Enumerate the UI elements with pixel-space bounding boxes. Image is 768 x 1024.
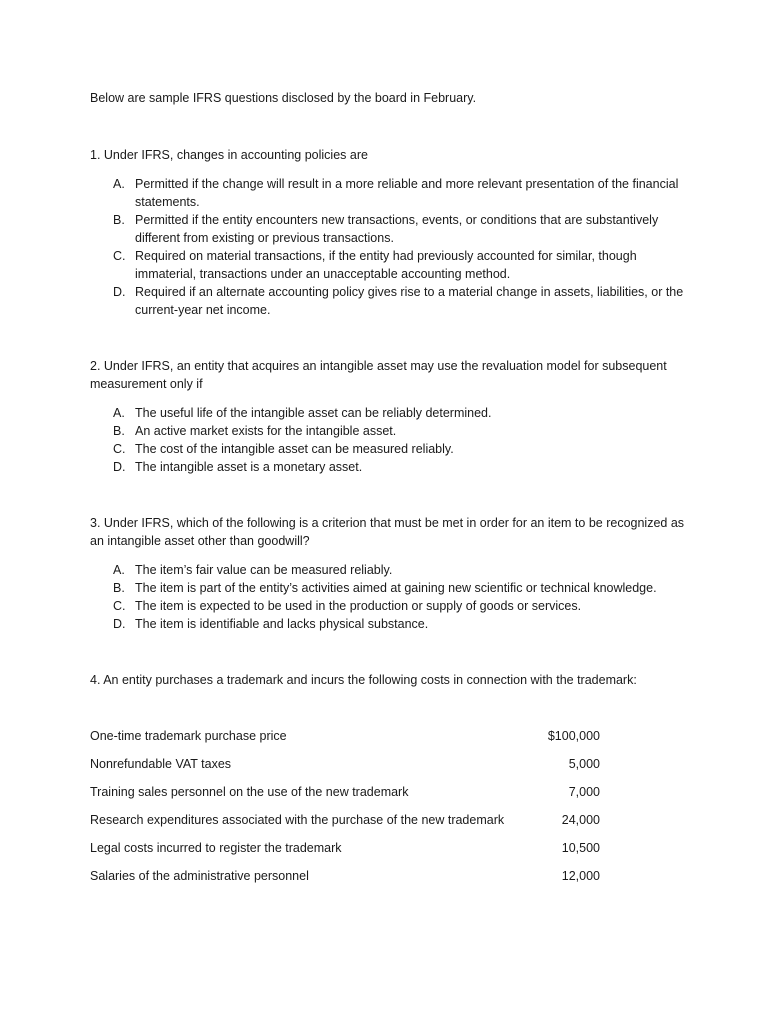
answer-options: [90, 561, 690, 633]
question-text: 1. Under IFRS, changes in accounting policies are: [90, 148, 368, 162]
option-letter: D.: [113, 617, 126, 631]
option-letter: C.: [113, 599, 126, 613]
option-text: Permitted if the entity encounters new transactions, events, or conditions that are substantively different from existing or previous transactions.: [135, 213, 659, 245]
option-text: The item is expected to be used in the production or supply of goods or services.: [135, 599, 582, 613]
intro-paragraph: Below are sample IFRS questions disclosed by the board in February.: [90, 91, 477, 105]
option-text: The item is identifiable and lacks physical substance.: [135, 617, 429, 631]
option-b: [90, 211, 690, 247]
table-row: [90, 867, 600, 895]
option-letter: B.: [113, 581, 125, 595]
cost-label: Legal costs incurred to register the trademark: [90, 841, 342, 855]
question-3: [90, 514, 690, 633]
option-letter: A.: [113, 406, 125, 420]
option-text: The useful life of the intangible asset can be reliably determined.: [135, 406, 492, 420]
table-row: [90, 811, 600, 839]
option-text: Required if an alternate accounting policy gives rise to a material change in assets, liabilities, or the current-year net income.: [135, 285, 684, 317]
table-row: [90, 783, 600, 811]
cost-amount: 5,000: [568, 757, 600, 771]
option-text: Required on material transactions, if the entity had previously accounted for similar, though immaterial, transactions under an unacceptable accounting method.: [135, 249, 637, 281]
option-d: [90, 458, 690, 476]
cost-amount: 12,000: [561, 869, 600, 883]
option-letter: D.: [113, 460, 126, 474]
cost-label: Salaries of the administrative personnel: [90, 869, 309, 883]
option-text: The item’s fair value can be measured reliably.: [135, 563, 393, 577]
question-2: [90, 357, 690, 476]
option-letter: A.: [113, 563, 125, 577]
option-c: [90, 440, 690, 458]
option-letter: A.: [113, 177, 125, 191]
option-text: The intangible asset is a monetary asset.: [135, 460, 363, 474]
option-text: The cost of the intangible asset can be measured reliably.: [135, 442, 454, 456]
option-a: [90, 561, 690, 579]
question-text: 3. Under IFRS, which of the following is a criterion that must be met in order for an item to be recognized as an intangible asset other than goodwill?: [90, 516, 685, 548]
document-page: [90, 89, 690, 895]
option-d: [90, 615, 690, 633]
question-1: [90, 146, 690, 319]
option-b: [90, 422, 690, 440]
question-text: 2. Under IFRS, an entity that acquires an intangible asset may use the revaluation model for subsequent measurement only if: [90, 359, 667, 391]
cost-amount: $100,000: [547, 729, 600, 743]
option-c: [90, 247, 690, 283]
option-a: [90, 175, 690, 211]
option-a: [90, 404, 690, 422]
cost-amount: 10,500: [561, 841, 600, 855]
cost-label: Training sales personnel on the use of the new trademark: [90, 785, 409, 799]
cost-amount: 24,000: [561, 813, 600, 827]
option-b: [90, 579, 690, 597]
table-row: [90, 839, 600, 867]
option-text: The item is part of the entity’s activities aimed at gaining new scientific or technical knowledge.: [135, 581, 657, 595]
cost-table: [90, 727, 600, 895]
option-letter: B.: [113, 213, 125, 227]
cost-amount: 7,000: [568, 785, 600, 799]
option-letter: C.: [113, 442, 126, 456]
table-row: [90, 755, 600, 783]
question-4: [90, 671, 690, 895]
answer-options: [90, 404, 690, 476]
option-text: Permitted if the change will result in a more reliable and more relevant presentation of the financial statements.: [135, 177, 679, 209]
cost-label: Nonrefundable VAT taxes: [90, 757, 232, 771]
option-text: An active market exists for the intangible asset.: [135, 424, 397, 438]
option-d: [90, 283, 690, 319]
option-letter: C.: [113, 249, 126, 263]
option-letter: D.: [113, 285, 126, 299]
answer-options: [90, 175, 690, 319]
table-row: [90, 727, 600, 755]
option-letter: B.: [113, 424, 125, 438]
cost-label: Research expenditures associated with the purchase of the new trademark: [90, 813, 505, 827]
question-text: 4. An entity purchases a trademark and incurs the following costs in connection with the trademark:: [90, 673, 637, 687]
cost-label: One-time trademark purchase price: [90, 729, 287, 743]
option-c: [90, 597, 690, 615]
